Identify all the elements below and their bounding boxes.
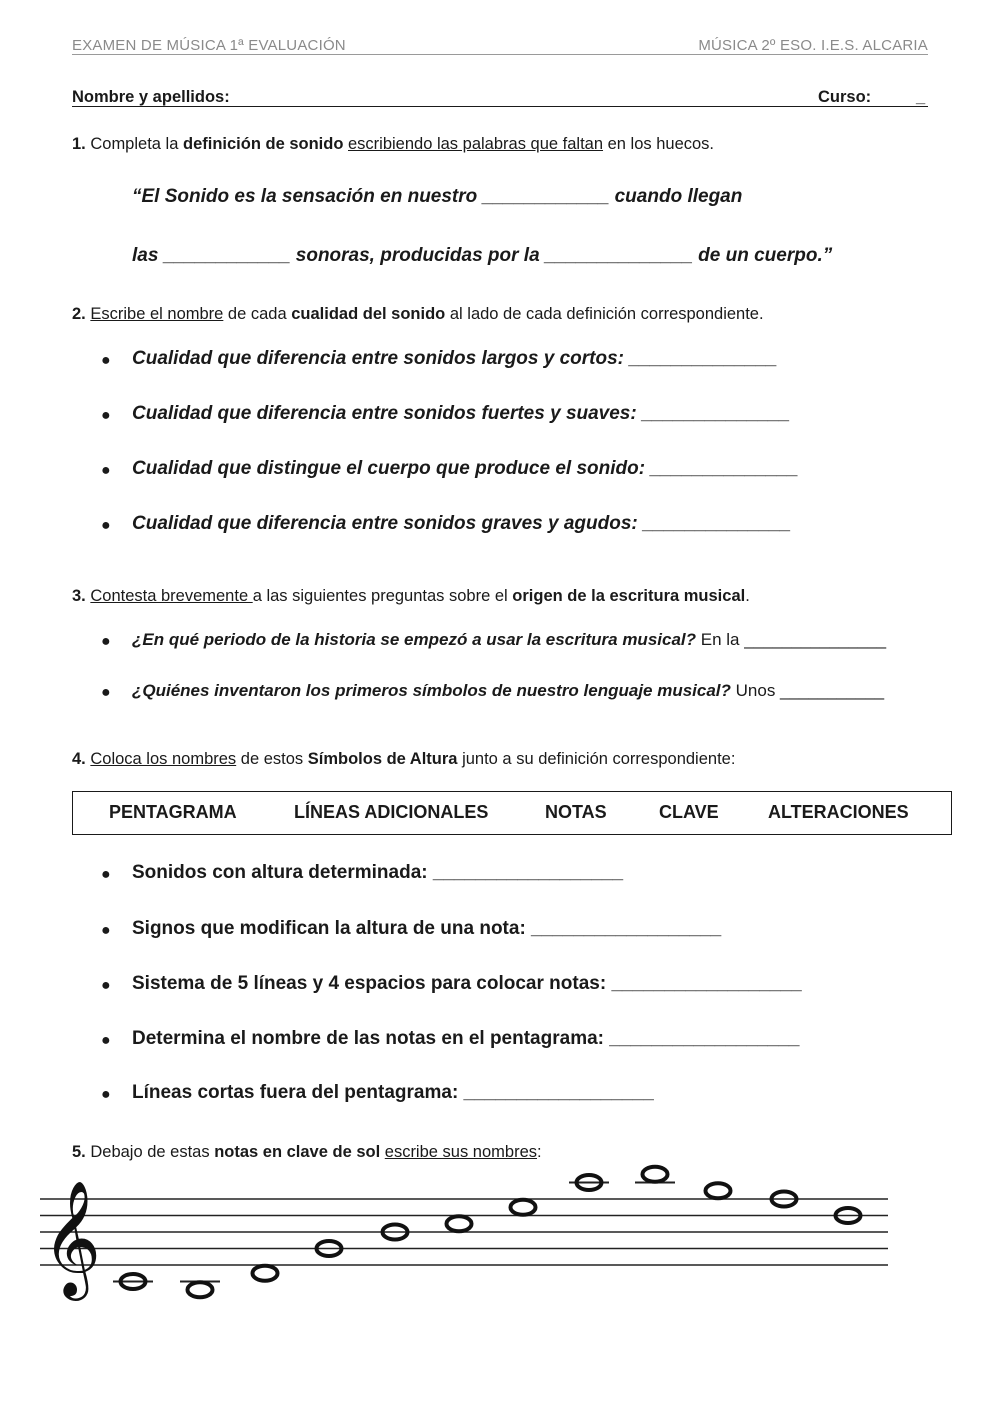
quality-item[interactable]: Cualidad que diferencia entre sonidos largos y cortos: ______________ bbox=[132, 348, 778, 369]
q-text: al lado de cada definición correspondiente. bbox=[445, 305, 764, 323]
bullet: ● bbox=[101, 1086, 111, 1103]
symbol-item[interactable]: Determina el nombre de las notas en el pentagrama: __________________ bbox=[132, 1028, 800, 1049]
quality-item[interactable]: Cualidad que diferencia entre sonidos fuertes y suaves: ______________ bbox=[132, 403, 790, 424]
course-label: Curso: bbox=[818, 88, 872, 106]
q-text: notas en clave de sol bbox=[214, 1143, 381, 1161]
bullet: ● bbox=[101, 1032, 111, 1049]
q-text: origen de la escritura musical bbox=[512, 587, 746, 605]
note-head bbox=[188, 1282, 213, 1297]
q-text: Escribe el nombre bbox=[90, 305, 224, 323]
bullet: ● bbox=[101, 462, 111, 479]
symbol-item[interactable]: Sonidos con altura determinada: __________________ bbox=[132, 862, 624, 883]
header-left: EXAMEN DE MÚSICA 1ª EVALUACIÓN bbox=[72, 37, 346, 54]
whole-note bbox=[706, 1183, 731, 1198]
quality-item[interactable]: Cualidad que diferencia entre sonidos graves y agudos: ______________ bbox=[132, 513, 791, 534]
note-head bbox=[706, 1183, 731, 1198]
note-head bbox=[447, 1216, 472, 1231]
question-number: 5. bbox=[72, 1143, 86, 1161]
definition-line-1[interactable]: “El Sonido es la sensación en nuestro ____________ cuando llegan bbox=[132, 186, 743, 207]
whole-note bbox=[511, 1200, 536, 1215]
q-text: : bbox=[537, 1143, 542, 1161]
whole-note bbox=[635, 1167, 675, 1183]
q-text: de cada bbox=[223, 305, 292, 323]
bullet: ● bbox=[101, 977, 111, 994]
q-text: ¿En qué periodo de la historia se empezó a usar la escritura musical? bbox=[132, 630, 697, 649]
treble-clef-icon: 𝄞 bbox=[42, 1179, 102, 1296]
word-bank-item: LÍNEAS ADICIONALES bbox=[294, 802, 489, 822]
q-text: en los huecos. bbox=[603, 135, 715, 153]
quality-item[interactable]: Cualidad que distingue el cuerpo que produce el sonido: ______________ bbox=[132, 458, 799, 479]
bullet: ● bbox=[101, 866, 111, 883]
note-head bbox=[511, 1200, 536, 1215]
q-text: . bbox=[745, 587, 750, 605]
q-text: ¿Quiénes inventaron los primeros símbolos de nuestro lenguaje musical? bbox=[132, 681, 731, 700]
note-head bbox=[253, 1266, 278, 1281]
whole-note bbox=[447, 1216, 472, 1231]
q-answer[interactable]: En la _______________ bbox=[696, 630, 887, 649]
bullet: ● bbox=[101, 684, 111, 701]
name-label: Nombre y apellidos: bbox=[72, 88, 230, 106]
q-text: escribe sus nombres bbox=[384, 1143, 537, 1161]
bullet: ● bbox=[101, 517, 111, 534]
note-head bbox=[643, 1167, 668, 1182]
question-number: 4. bbox=[72, 750, 86, 768]
q-text: Completa la bbox=[85, 135, 183, 153]
q-text: Debajo de estas bbox=[85, 1143, 215, 1161]
bullet: ● bbox=[101, 633, 111, 650]
question-number: 3. bbox=[72, 587, 86, 605]
bullet: ● bbox=[101, 922, 111, 939]
q-text: Contesta brevemente bbox=[90, 587, 253, 605]
question-number: 2. bbox=[72, 305, 86, 323]
bullet: ● bbox=[101, 407, 111, 424]
definition-line-2[interactable]: las ____________ sonoras, producidas por la ______________ de un cuerpo.” bbox=[132, 245, 833, 266]
q-text: cualidad del sonido bbox=[291, 305, 446, 323]
whole-note bbox=[180, 1282, 220, 1298]
word-bank-item: NOTAS bbox=[545, 802, 607, 822]
symbol-item[interactable]: Líneas cortas fuera del pentagrama: __________________ bbox=[132, 1082, 654, 1103]
q-text: de estos bbox=[236, 750, 308, 768]
symbol-item[interactable]: Sistema de 5 líneas y 4 espacios para colocar notas: __________________ bbox=[132, 973, 802, 994]
word-bank-item: CLAVE bbox=[659, 802, 719, 822]
question-number: 1. bbox=[72, 135, 86, 153]
word-bank-item: PENTAGRAMA bbox=[109, 802, 237, 822]
q-text: Coloca los nombres bbox=[90, 750, 237, 768]
bullet: ● bbox=[101, 352, 111, 369]
q-text: junto a su definición correspondiente: bbox=[457, 750, 736, 768]
course-tail: _ bbox=[916, 88, 926, 106]
q-text: a las siguientes preguntas sobre el bbox=[252, 587, 513, 605]
q-text: escribiendo las palabras que faltan bbox=[348, 135, 604, 153]
symbol-item[interactable]: Signos que modifican la altura de una nota: __________________ bbox=[132, 918, 722, 939]
q-answer[interactable]: Unos ___________ bbox=[730, 681, 885, 700]
whole-note bbox=[569, 1175, 609, 1190]
header-right: MÚSICA 2º ESO. I.E.S. ALCARIA bbox=[698, 37, 928, 54]
whole-note bbox=[113, 1274, 153, 1289]
q-text: Símbolos de Altura bbox=[307, 750, 458, 768]
q-text: definición de sonido bbox=[182, 135, 344, 153]
whole-note bbox=[253, 1266, 278, 1281]
word-bank-item: ALTERACIONES bbox=[768, 802, 909, 822]
